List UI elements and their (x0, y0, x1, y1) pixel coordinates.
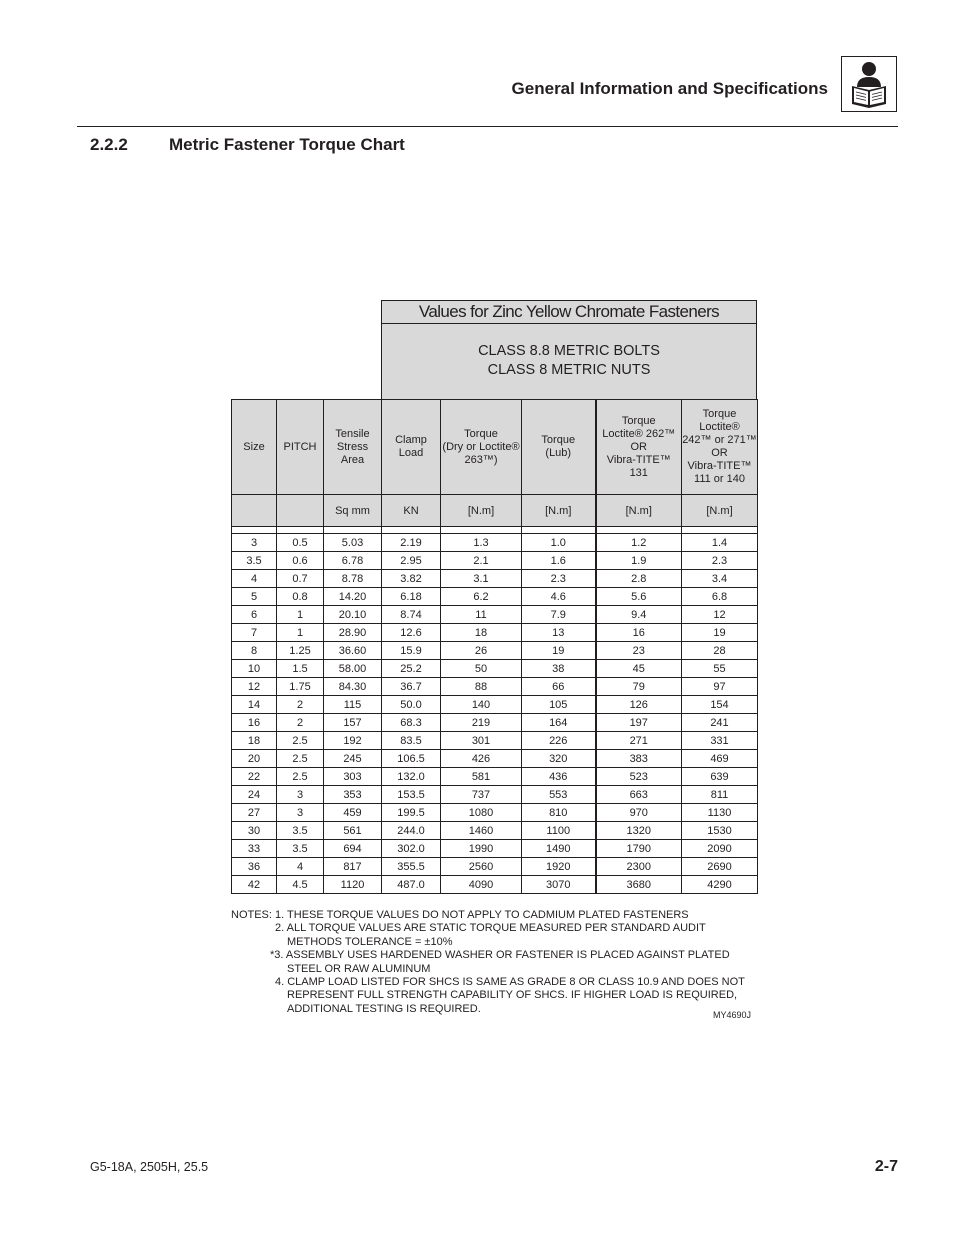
table-cell: 42 (232, 876, 277, 894)
table-cell: 79 (596, 678, 682, 696)
table-row (232, 804, 758, 822)
table-cell: 18 (232, 732, 277, 750)
column-header (232, 400, 277, 495)
note-line: ADDITIONAL TESTING IS REQUIRED. (287, 1002, 481, 1015)
spacer-cell (324, 527, 382, 534)
table-cell: 2560 (441, 858, 522, 876)
table-cell: 27 (232, 804, 277, 822)
table-cell: 16 (596, 624, 682, 642)
table-cell: 353 (324, 786, 382, 804)
table-cell: 30 (232, 822, 277, 840)
table-cell: 18 (441, 624, 522, 642)
table-cell: 303 (324, 768, 382, 786)
spacer-row (232, 527, 758, 534)
table-row (232, 678, 758, 696)
column-header-line: (Dry or Loctite® (442, 440, 520, 453)
table-row (232, 552, 758, 570)
table-row (232, 768, 758, 786)
table-cell: 192 (324, 732, 382, 750)
page-number: 2-7 (874, 1158, 898, 1175)
table-cell: 2.3 (522, 570, 596, 588)
table-cell: 3.82 (382, 570, 441, 588)
table-cell: 115 (324, 696, 382, 714)
table-cell: 8.74 (382, 606, 441, 624)
section-number: 2.2.2 (90, 135, 128, 154)
table-cell: 12 (232, 678, 277, 696)
table-row (232, 534, 758, 552)
table-cell: 1490 (522, 840, 596, 858)
table-cell: 3.1 (441, 570, 522, 588)
table-cell: 97 (682, 678, 758, 696)
table-row (232, 876, 758, 894)
table-cell: 1.4 (682, 534, 758, 552)
figure-id: MY4690J (713, 1010, 752, 1020)
table-cell: 810 (522, 804, 596, 822)
note-line: 2. ALL TORQUE VALUES ARE STATIC TORQUE MEASURED PER STANDARD AUDIT (275, 922, 706, 935)
column-header (324, 400, 382, 495)
unit-row (232, 495, 758, 527)
spacer-cell (382, 527, 441, 534)
table-cell: 126 (596, 696, 682, 714)
table-row (232, 714, 758, 732)
table-cell: 1.25 (277, 642, 324, 660)
page-header-title: General Information and Specifications (511, 79, 828, 98)
table-cell: 36 (232, 858, 277, 876)
table-cell: 219 (441, 714, 522, 732)
table-cell: 244.0 (382, 822, 441, 840)
table-cell: 1130 (682, 804, 758, 822)
table-cell: 811 (682, 786, 758, 804)
table-row (232, 732, 758, 750)
table-cell: 581 (441, 768, 522, 786)
table-cell: 639 (682, 768, 758, 786)
table-cell: 3 (277, 786, 324, 804)
table-cell: 105 (522, 696, 596, 714)
note-line: REPRESENT FULL STRENGTH CAPABILITY OF SHCS. IF HIGHER LOAD IS REQUIRED, (287, 989, 738, 1002)
table-cell: 3.5 (277, 840, 324, 858)
table-cell: 1100 (522, 822, 596, 840)
table-cell: 1.75 (277, 678, 324, 696)
table-cell: 68.3 (382, 714, 441, 732)
note-line: 4. CLAMP LOAD LISTED FOR SHCS IS SAME AS GRADE 8 OR CLASS 10.9 AND DOES NOT (275, 976, 745, 989)
table-cell: 12 (682, 606, 758, 624)
table-row (232, 822, 758, 840)
table-cell: 6.2 (441, 588, 522, 606)
table-cell: 2.1 (441, 552, 522, 570)
table-cell: 523 (596, 768, 682, 786)
table-cell: 2.5 (277, 750, 324, 768)
table-cell: 164 (522, 714, 596, 732)
table-cell: 2.8 (596, 570, 682, 588)
column-header (522, 400, 596, 495)
table-cell: 1990 (441, 840, 522, 858)
table-cell: 12.6 (382, 624, 441, 642)
table-cell: 154 (682, 696, 758, 714)
table-cell: 4 (232, 570, 277, 588)
table-cell: 2.5 (277, 732, 324, 750)
table-cell: 26 (441, 642, 522, 660)
table-cell: 140 (441, 696, 522, 714)
table-cell: 33 (232, 840, 277, 858)
table-row (232, 696, 758, 714)
table-cell: 1790 (596, 840, 682, 858)
table-cell: 50.0 (382, 696, 441, 714)
table-cell: 1.5 (277, 660, 324, 678)
spacer-cell (596, 527, 682, 534)
spacer-cell (522, 527, 596, 534)
table-cell: 2690 (682, 858, 758, 876)
column-header-line: Torque (541, 434, 576, 446)
table-cell: 106.5 (382, 750, 441, 768)
table-cell: 11 (441, 606, 522, 624)
unit-cell: [N.m] (441, 495, 522, 527)
note-line: STEEL OR RAW ALUMINUM (287, 962, 431, 975)
spacer-cell (441, 527, 522, 534)
table-cell: 0.6 (277, 552, 324, 570)
column-header-line: Torque (702, 408, 737, 420)
table-cell: 157 (324, 714, 382, 732)
table-cell: 2 (277, 696, 324, 714)
table-cell: 66 (522, 678, 596, 696)
table-cell: 663 (596, 786, 682, 804)
table-cell: 153.5 (382, 786, 441, 804)
column-header (277, 400, 324, 495)
column-header-line: Clamp (395, 434, 427, 446)
table-cell: 301 (441, 732, 522, 750)
table-cell: 426 (441, 750, 522, 768)
table-cell: 245 (324, 750, 382, 768)
torque-table (231, 399, 758, 894)
column-header-line: (Lub) (545, 447, 572, 459)
table-cell: 199.5 (382, 804, 441, 822)
table-cell: 4.5 (277, 876, 324, 894)
table-row (232, 606, 758, 624)
table-cell: 20.10 (324, 606, 382, 624)
column-header (682, 400, 758, 495)
table-cell: 28.90 (324, 624, 382, 642)
table-row (232, 786, 758, 804)
table-cell: 2090 (682, 840, 758, 858)
table-cell: 241 (682, 714, 758, 732)
table-cell: 694 (324, 840, 382, 858)
table-cell: 4290 (682, 876, 758, 894)
table-row (232, 660, 758, 678)
table-cell: 0.5 (277, 534, 324, 552)
table-cell: 10 (232, 660, 277, 678)
column-header-line: 242™ or 271™ (682, 434, 757, 446)
column-header-line: Torque (621, 414, 656, 427)
table-cell: 2.95 (382, 552, 441, 570)
column-header-line: Stress (336, 440, 369, 453)
table-cell: 561 (324, 822, 382, 840)
table-cell: 3070 (522, 876, 596, 894)
column-header-line: Tensile (335, 427, 370, 440)
table-cell: 383 (596, 750, 682, 768)
table-cell: 459 (324, 804, 382, 822)
unit-cell (232, 495, 277, 527)
table-cell: 9.4 (596, 606, 682, 624)
table-cell: 3 (232, 534, 277, 552)
table-cell: 6.18 (382, 588, 441, 606)
table-cell: 36.7 (382, 678, 441, 696)
table-cell: 5 (232, 588, 277, 606)
column-header-line: Size (243, 440, 265, 453)
unit-cell: Sq mm (324, 495, 382, 527)
unit-cell (277, 495, 324, 527)
table-cell: 19 (682, 624, 758, 642)
note-line: *3. ASSEMBLY USES HARDENED WASHER OR FASTENER IS PLACED AGAINST PLATED (270, 949, 730, 962)
table-body (232, 527, 758, 894)
table-cell: 271 (596, 732, 682, 750)
column-header-row (232, 400, 758, 495)
values-title: Values for Zinc Yellow Chromate Fasteners (382, 301, 756, 324)
table-cell: 5.6 (596, 588, 682, 606)
table-cell: 6.8 (682, 588, 758, 606)
table-row (232, 840, 758, 858)
table-cell: 469 (682, 750, 758, 768)
table-cell: 3680 (596, 876, 682, 894)
table-cell: 487.0 (382, 876, 441, 894)
table-cell: 2.5 (277, 768, 324, 786)
table-cell: 4 (277, 858, 324, 876)
spacer-cell (682, 527, 758, 534)
table-cell: 50 (441, 660, 522, 678)
column-header-line: Vibra-TITE™ 131 (606, 453, 671, 479)
table-cell: 1.0 (522, 534, 596, 552)
table-row (232, 570, 758, 588)
table-cell: 84.30 (324, 678, 382, 696)
table-cell: 436 (522, 768, 596, 786)
table-cell: 2300 (596, 858, 682, 876)
table-row (232, 858, 758, 876)
table-cell: 2 (277, 714, 324, 732)
table-cell: 737 (441, 786, 522, 804)
notes (231, 909, 745, 1016)
table-cell: 226 (522, 732, 596, 750)
table-cell: 22 (232, 768, 277, 786)
table-cell: 132.0 (382, 768, 441, 786)
table-cell: 3.5 (277, 822, 324, 840)
table-cell: 36.60 (324, 642, 382, 660)
class-bolts-label: CLASS 8.8 METRIC BOLTS (478, 343, 660, 359)
unit-cell: [N.m] (682, 495, 758, 527)
table-cell: 1 (277, 624, 324, 642)
table-cell: 1320 (596, 822, 682, 840)
note-line: METHODS TOLERANCE = ±10% (287, 935, 453, 948)
table-cell: 1.9 (596, 552, 682, 570)
table-cell: 1 (277, 606, 324, 624)
table-cell: 23 (596, 642, 682, 660)
table-cell: 16 (232, 714, 277, 732)
footer-model: G5-18A, 2505H, 25.5 (90, 1160, 209, 1174)
table-cell: 38 (522, 660, 596, 678)
note-line: NOTES: 1. THESE TORQUE VALUES DO NOT APPLY TO CADMIUM PLATED FASTENERS (231, 909, 689, 921)
table-cell: 1530 (682, 822, 758, 840)
table-cell: 1080 (441, 804, 522, 822)
unit-cell: [N.m] (596, 495, 682, 527)
table-cell: 4090 (441, 876, 522, 894)
values-header-box (381, 300, 757, 400)
table-cell: 19 (522, 642, 596, 660)
table-cell: 4.6 (522, 588, 596, 606)
column-header-line: Loctite® 262™ (602, 427, 676, 440)
spacer-cell (277, 527, 324, 534)
class-nuts-label: CLASS 8 METRIC NUTS (487, 362, 651, 378)
class-labels (382, 342, 756, 380)
column-header-line: PITCH (283, 440, 317, 453)
section-title: Metric Fastener Torque Chart (169, 135, 405, 154)
column-header-line: OR (630, 440, 647, 453)
table-cell: 553 (522, 786, 596, 804)
table-cell: 2.19 (382, 534, 441, 552)
column-header-line: 111 or 140 (694, 473, 745, 485)
unit-cell: [N.m] (522, 495, 596, 527)
table-cell: 1.3 (441, 534, 522, 552)
table-cell: 320 (522, 750, 596, 768)
table-cell: 817 (324, 858, 382, 876)
table-cell: 1.2 (596, 534, 682, 552)
table-cell: 0.7 (277, 570, 324, 588)
table-cell: 28 (682, 642, 758, 660)
table-cell: 83.5 (382, 732, 441, 750)
table-cell: 1920 (522, 858, 596, 876)
table-cell: 20 (232, 750, 277, 768)
table-cell: 58.00 (324, 660, 382, 678)
column-header (441, 400, 522, 495)
column-header-line: 263™) (464, 453, 498, 466)
table-cell: 302.0 (382, 840, 441, 858)
table-cell: 55 (682, 660, 758, 678)
table-cell: 7.9 (522, 606, 596, 624)
column-header (596, 400, 682, 495)
table-cell: 14 (232, 696, 277, 714)
header-divider (77, 126, 898, 127)
table-cell: 13 (522, 624, 596, 642)
table-cell: 970 (596, 804, 682, 822)
column-header-line: Vibra-TITE™ (687, 460, 752, 472)
table-cell: 8.78 (324, 570, 382, 588)
table-cell: 3.4 (682, 570, 758, 588)
table-cell: 15.9 (382, 642, 441, 660)
column-header-line: OR (711, 447, 728, 459)
table-cell: 6.78 (324, 552, 382, 570)
table-cell: 5.03 (324, 534, 382, 552)
column-header-line: Area (340, 453, 365, 466)
table-cell: 25.2 (382, 660, 441, 678)
table-row (232, 588, 758, 606)
column-header-line: Load (398, 447, 424, 459)
table-cell: 7 (232, 624, 277, 642)
table-cell: 3 (277, 804, 324, 822)
table-cell: 197 (596, 714, 682, 732)
table-cell: 1120 (324, 876, 382, 894)
table-cell: 355.5 (382, 858, 441, 876)
table-cell: 88 (441, 678, 522, 696)
table-cell: 6 (232, 606, 277, 624)
table-cell: 3.5 (232, 552, 277, 570)
spacer-cell (232, 527, 277, 534)
table-row (232, 750, 758, 768)
table-row (232, 624, 758, 642)
manual-reader-icon (841, 56, 897, 112)
table-cell: 14.20 (324, 588, 382, 606)
unit-cell: KN (382, 495, 441, 527)
table-cell: 24 (232, 786, 277, 804)
column-header-line: Loctite® (699, 421, 740, 433)
column-header (382, 400, 441, 495)
table-cell: 8 (232, 642, 277, 660)
table-cell: 331 (682, 732, 758, 750)
table-cell: 45 (596, 660, 682, 678)
table-cell: 2.3 (682, 552, 758, 570)
table-cell: 1460 (441, 822, 522, 840)
table-cell: 1.6 (522, 552, 596, 570)
table-cell: 0.8 (277, 588, 324, 606)
table-row (232, 642, 758, 660)
column-header-line: Torque (464, 427, 498, 440)
